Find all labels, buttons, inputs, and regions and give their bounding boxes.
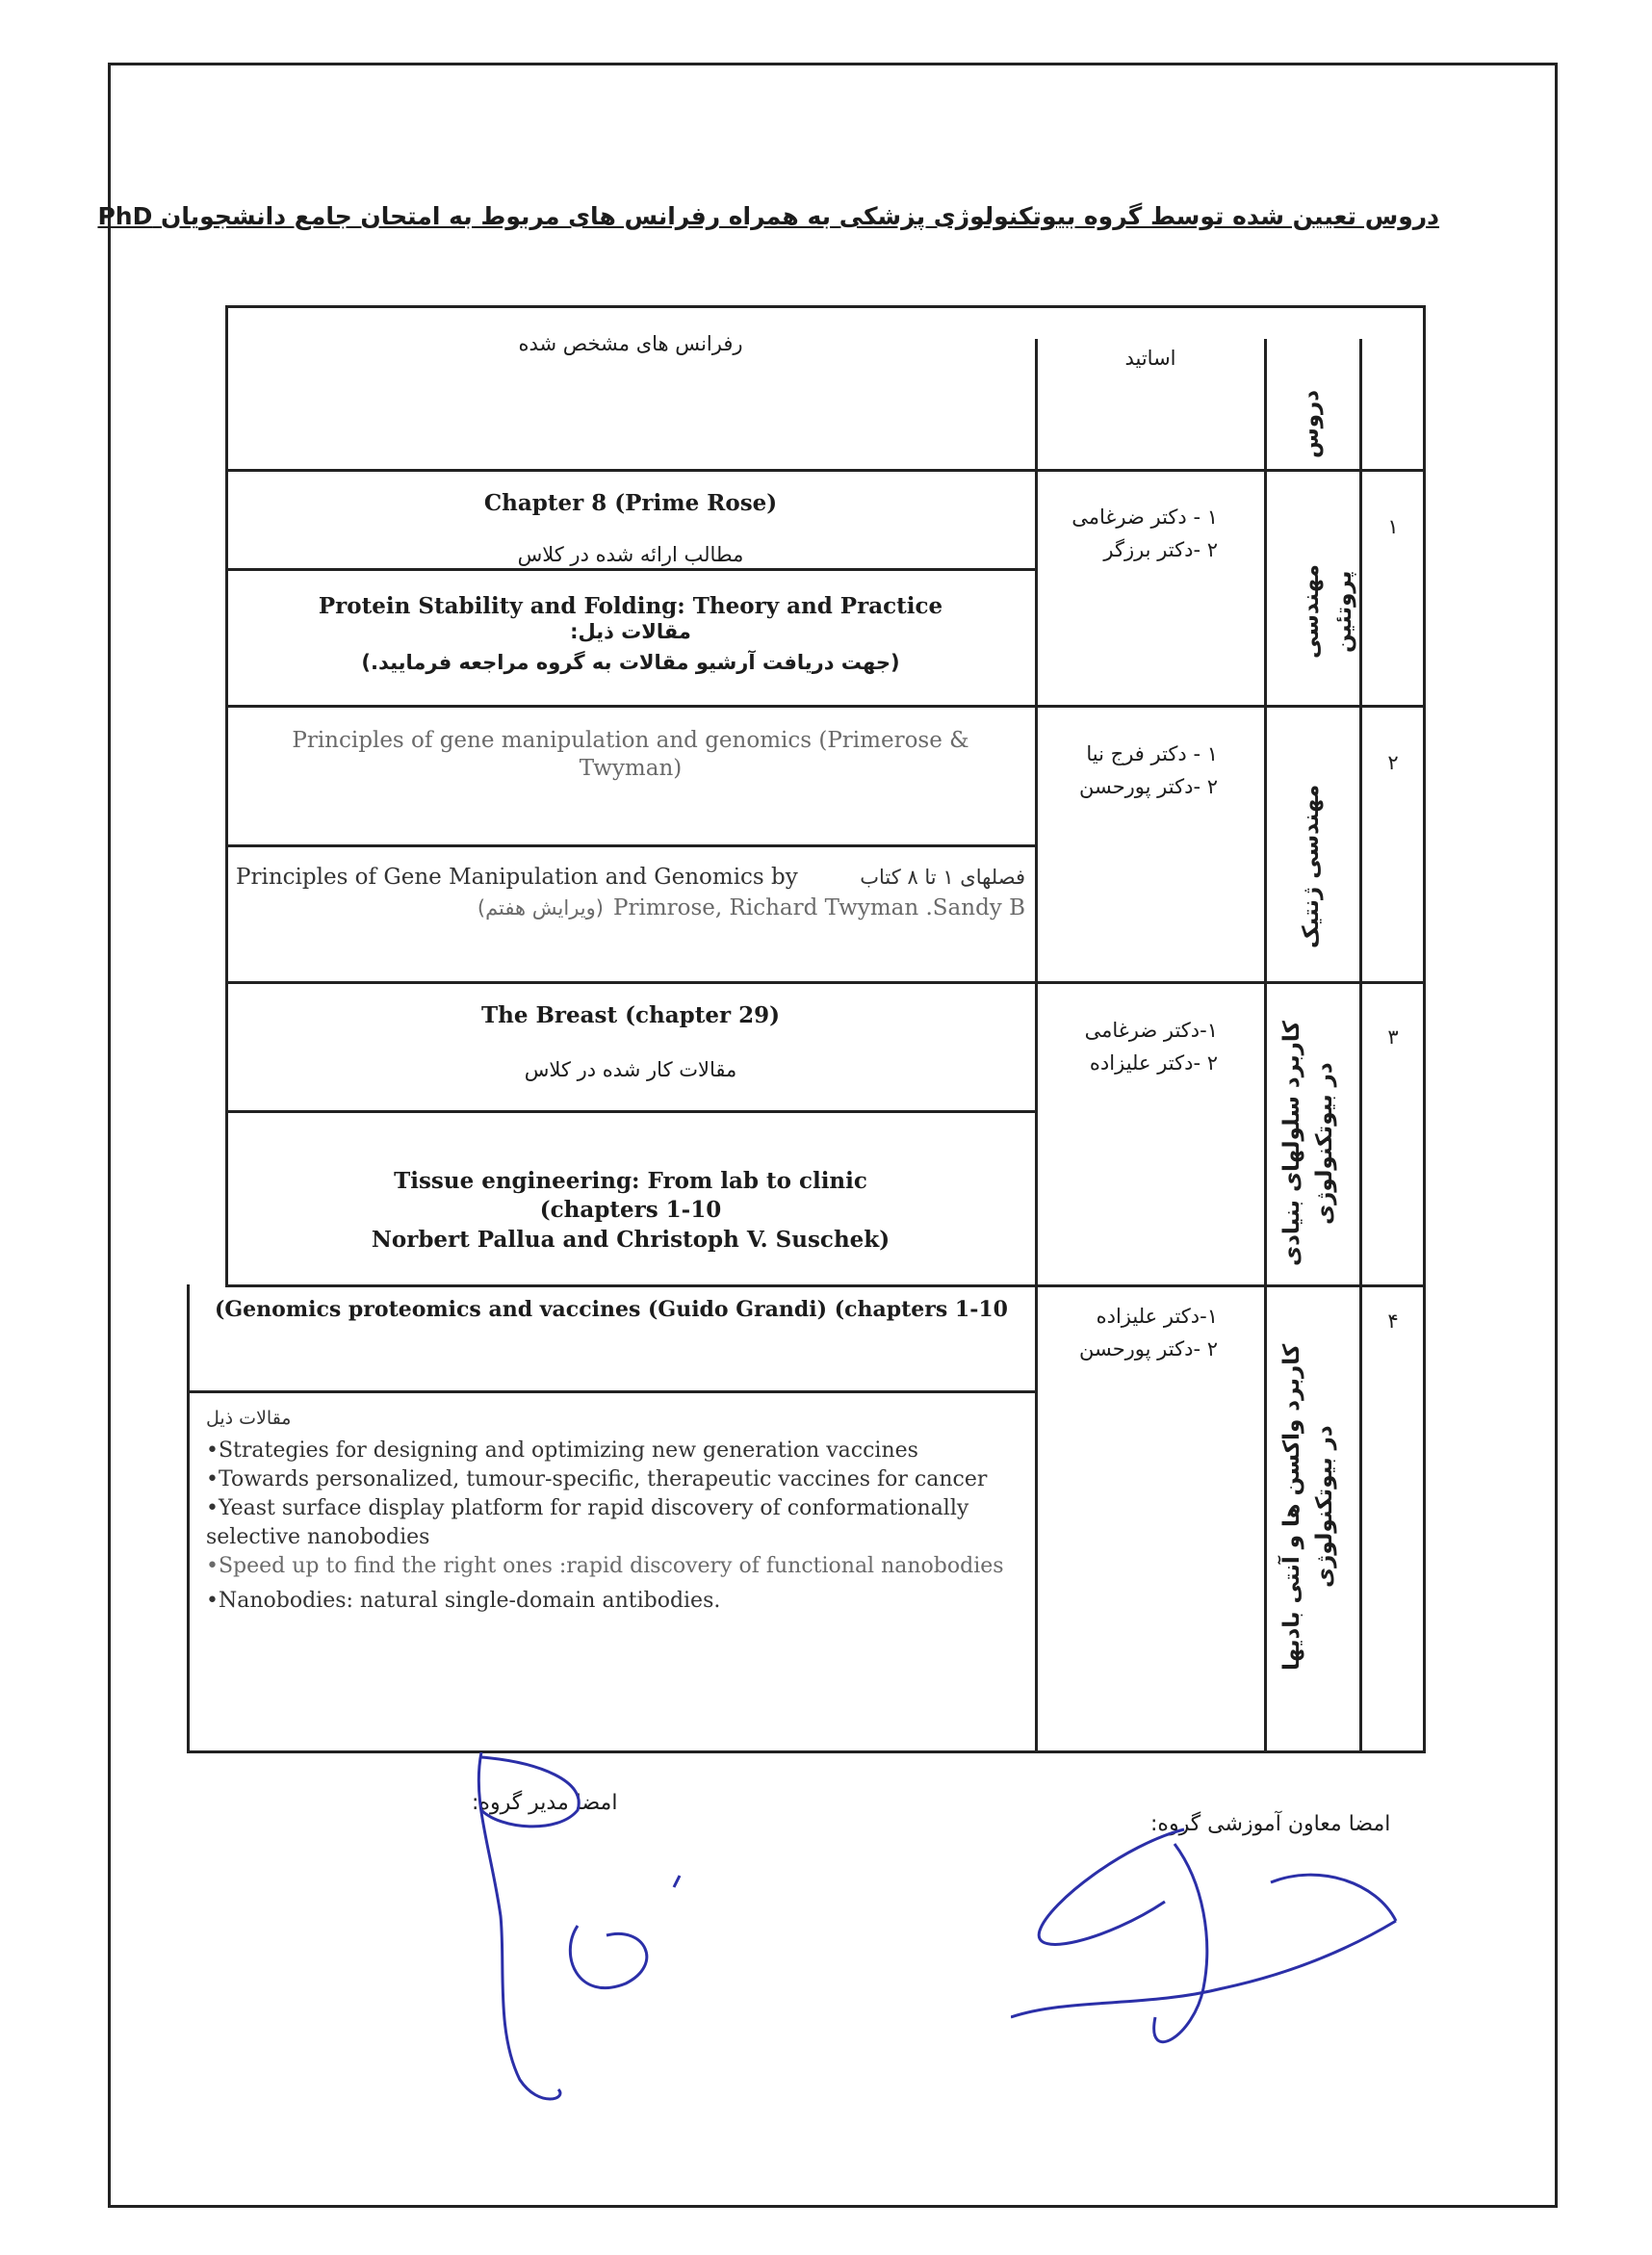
row-3-ref-2-chapters: (chapters 1-10: [539, 1197, 722, 1223]
row-4-course: کاربرد واکسن ها و آنتی بادیها در بیوتکنولوژی: [1279, 1343, 1337, 1671]
row-2-professor-1: ۱ - دکتر فرج نیا: [1086, 742, 1218, 765]
table-border-right: [1423, 305, 1426, 1753]
row-1-ref-1-title: Chapter 8 (Prime Rose): [483, 490, 778, 516]
row-4-ref-2-list: [206, 1404, 1024, 1616]
table-border-left-upper: [225, 305, 228, 1287]
col-sep-professors: [1264, 339, 1267, 1753]
list-item: •Yeast surface display platform for rapid discovery of conformationally selective nanobodies: [206, 1496, 969, 1549]
row-1-number: ۱: [1387, 515, 1399, 538]
row-4-ref-2-heading: مقالات ذیل: [206, 1408, 292, 1429]
group-director-signature-label: امضا مدیر گروه:: [472, 1791, 618, 1815]
header-professors: اساتید: [1124, 347, 1176, 370]
subrow-sep-1: [225, 568, 1037, 571]
subrow-sep-4: [187, 1390, 1037, 1393]
header-courses: دروس: [1299, 389, 1324, 458]
row-3-course: کاربرد سلولهای بنیادی در بیوتکنولوژی: [1279, 1021, 1337, 1266]
row-1-ref-2-title: Protein Stability and Folding: Theory and Practice: [318, 593, 943, 619]
row-3-ref-1-note: مقالات کار شده در کلاس: [524, 1058, 737, 1081]
row-4-professors: [1040, 1300, 1218, 1365]
header-references: رفرانس های مشخص شده: [518, 332, 743, 355]
group-director-signature: [452, 1743, 741, 2109]
row-sep-header: [225, 469, 1425, 472]
row-3-ref-1-title: The Breast (chapter 29): [480, 1002, 781, 1028]
col-sep-references: [1035, 339, 1038, 1753]
row-2-ref-2-chapters: فصلهای ۱ تا ۸ کتاب: [860, 866, 1025, 889]
list-item: •Nanobodies: natural single-domain antibodies.: [206, 1589, 721, 1613]
row-1-ref-1-note: مطالب ارائه شده در کلاس: [517, 543, 744, 566]
row-1-professor-1: ۱ - دکتر ضرغامی: [1071, 505, 1218, 529]
row-1-professors: [1040, 501, 1218, 566]
row-3-professor-1: ۱-دکتر ضرغامی: [1084, 1019, 1218, 1042]
row-2-ref-2: [236, 862, 1025, 923]
table-border-bottom: [187, 1750, 1425, 1753]
row-3-ref-2-authors: Norbert Pallua and Christoph V. Suschek): [371, 1227, 891, 1253]
subrow-sep-3: [225, 1110, 1037, 1113]
row-2-ref-1-title: Principles of gene manipulation and genomics (Primerose & Twyman): [292, 728, 969, 781]
row-1-ref-2-note-1: مقالات ذیل:: [570, 620, 691, 643]
col-sep-courses: [1359, 339, 1362, 1753]
page-title: دروس تعیین شده توسط گروه بیوتکنولوژی پزشکی به همراه رفرانس های مربوط به امتحان جامع دانشجویان PhD: [97, 202, 1439, 230]
row-3-professor-2: ۲ -دکتر علیزاده: [1089, 1051, 1218, 1075]
row-4-professor-2: ۲ -دکتر پورحسن: [1078, 1337, 1218, 1361]
row-sep-1: [225, 705, 1425, 708]
table-border-left-lower: [187, 1284, 190, 1753]
row-3-number: ۳: [1387, 1025, 1399, 1049]
row-sep-3: [225, 1284, 1425, 1287]
row-2-professors: [1040, 738, 1218, 803]
row-4-professor-1: ۱-دکتر علیزاده: [1096, 1305, 1218, 1328]
row-2-ref-2-authors: Primrose, Richard Twyman .Sandy B: [613, 894, 1025, 920]
list-item: •Towards personalized, tumour-specific, therapeutic vaccines for cancer: [206, 1467, 988, 1491]
row-3-ref-2-title: Tissue engineering: From lab to clinic: [394, 1168, 867, 1194]
deputy-signature: [1011, 1825, 1415, 2075]
subrow-sep-2: [225, 844, 1037, 847]
row-4-number: ۴: [1387, 1309, 1399, 1333]
list-item: •Strategies for designing and optimizing new generation vaccines: [206, 1439, 918, 1463]
row-1-professor-2: ۲ -دکتر برزگر: [1103, 538, 1218, 561]
list-item: •Speed up to find the right ones :rapid discovery of functional nanobodies: [206, 1554, 1004, 1578]
row-2-number: ۲: [1387, 751, 1399, 774]
row-2-ref-2-book-title: Principles of Gene Manipulation and Genomics by: [236, 864, 798, 890]
row-1-course: مهندسی پروتئین: [1299, 564, 1356, 659]
row-4-ref-1-title: (Genomics proteomics and vaccines (Guido Grandi) (chapters 1-10: [214, 1297, 1008, 1322]
table-border-top: [225, 305, 1425, 308]
deputy-signature-label: امضا معاون آموزشی گروه:: [1150, 1812, 1391, 1836]
row-2-professor-2: ۲ -دکتر پورحسن: [1078, 775, 1218, 798]
row-3-professors: [1040, 1014, 1218, 1079]
row-2-course: مهندسی ژنتیک: [1299, 784, 1324, 949]
row-2-ref-2-edition: (ویرایش هفتم): [477, 896, 604, 920]
row-1-ref-2-note-2: (جهت دریافت آرشیو مقالات به گروه مراجعه فرمایید.): [361, 651, 900, 674]
row-sep-2: [225, 981, 1425, 984]
